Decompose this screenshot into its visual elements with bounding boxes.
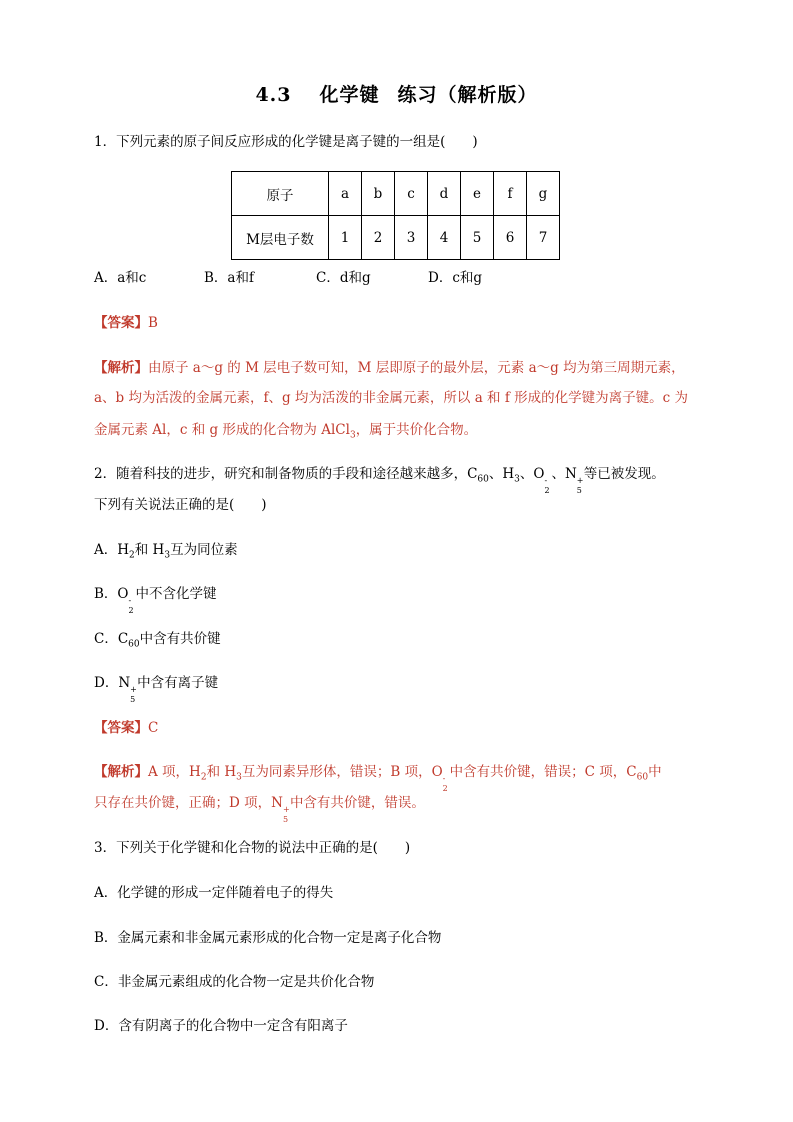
q1-stem: 1．下列元素的原子间反应形成的化学键是离子键的一组是( ): [94, 134, 478, 150]
q3-option-c: C．非金属元素组成的化合物一定是共价化合物: [94, 974, 375, 990]
page-title: 4.3 化学键 练习（解析版）: [255, 84, 538, 106]
q3-option-d: D．含有阴离子的化合物中一定含有阳离子: [94, 1018, 348, 1034]
option-c: C．d和g: [316, 270, 371, 286]
table-row: 原子 a b c d e f g: [232, 172, 560, 216]
q2-option-b: B．O - 2 中不含化学键: [94, 586, 217, 615]
q1-answer: 【答案】B: [94, 315, 158, 331]
q1-options: [94, 268, 733, 288]
option-a: A．a和c: [94, 270, 147, 286]
q2-analysis: 【解析】A 项，$H_2$和 $H_3$互为同素异形体，错误；B 项，O - 2 中含有共价键，错误；C 项，$C_{60}$中: [94, 764, 662, 793]
q2-stem-line2: 下列有关说法正确的是( ): [94, 497, 267, 513]
q3-option-a: A．化学键的形成一定伴随着电子的得失: [94, 885, 334, 901]
q2-option-c: C．$C_{60}$中含有共价键: [94, 631, 221, 650]
q2-stem: 2．随着科技的进步，研究和制备物质的手段和途径越来越多，$C_{60}$、$H_3$、O - 2 、N + 5 等已被发现。: [94, 466, 665, 495]
q2-option-a: A．$H_2$和 $H_3$互为同位素: [94, 542, 238, 561]
q1-analysis-line2: a、b 均为活泼的金属元素，f、g 均为活泼的非金属元素，所以 a 和 f 形成的化学键为离子键。c 为: [94, 390, 688, 406]
q1-analysis-line3: 金属元素 Al，c 和 g 形成的化合物为 AlCl$_3$，属于共价化合物。: [94, 422, 478, 441]
q2-option-d: D．N + 5 中含有离子键: [94, 675, 219, 704]
q2-answer: 【答案】C: [94, 720, 159, 736]
q3-option-b: B．金属元素和非金属元素形成的化合物一定是离子化合物: [94, 930, 442, 946]
q1-analysis: 【解析】由原子 a～g 的 M 层电子数可知，M 层即原子的最外层，元素 a～g 均为第三周期元素，: [94, 360, 685, 376]
table-row: M层电子数 1 2 3 4 5 6 7: [232, 216, 560, 260]
q2-analysis-line2: 只存在共价键，正确；D 项，N + 5 中含有共价键，错误。: [94, 795, 425, 824]
q3-stem: 3．下列关于化学键和化合物的说法中正确的是( ): [94, 840, 411, 856]
option-b: B．a和f: [204, 270, 254, 286]
electron-table: [231, 171, 560, 260]
option-d: D．c和g: [428, 270, 483, 286]
